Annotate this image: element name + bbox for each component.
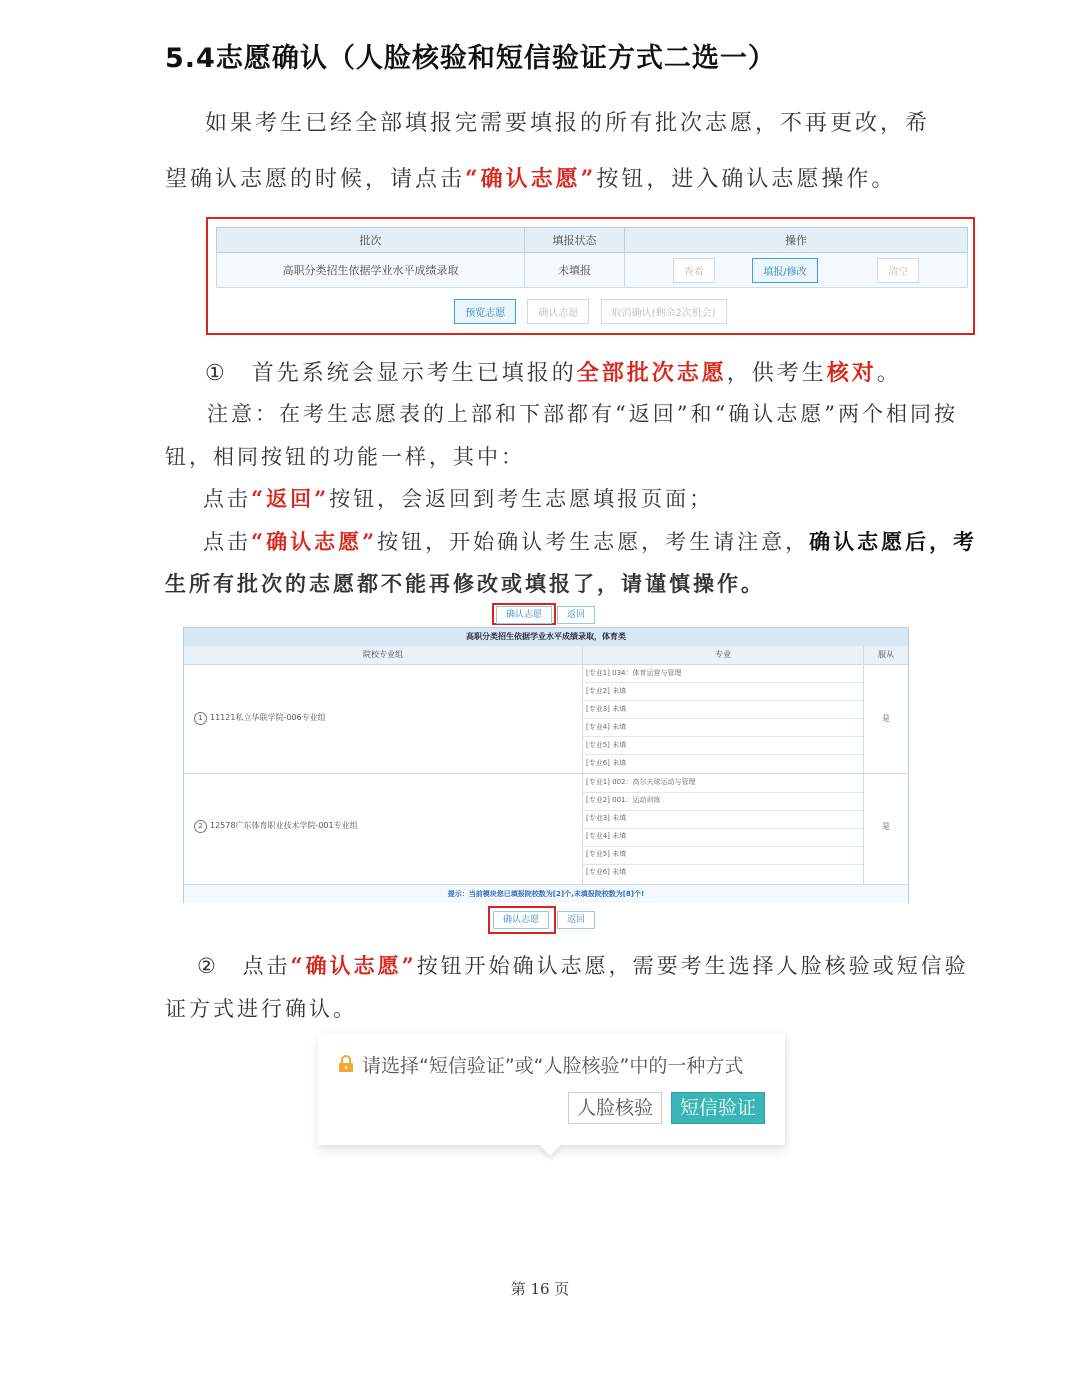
verification-message-text: 请选择“短信验证”或“人脸核验”中的一种方式 (362, 1055, 744, 1077)
verification-popover (318, 1033, 785, 1145)
group-1-obey: 是 (882, 714, 890, 723)
list-item: [专业4] 未填 (586, 832, 627, 840)
list-item: [专业2] 未填 (586, 687, 627, 695)
divider (583, 736, 863, 737)
step-1-check: 核对 (826, 360, 877, 386)
group-1-number: 1 (194, 712, 207, 725)
operation-cell (625, 253, 968, 288)
popover-caret (540, 1136, 560, 1156)
confirm-button-disabled[interactable]: 确认志愿 (527, 299, 589, 324)
confirm-emphasis: “确认志愿” (251, 529, 378, 554)
step-2-post: 按钮开始确认志愿，需要考生选择人脸核验或短信验 (416, 954, 969, 978)
clear-button[interactable]: 清空 (877, 258, 919, 283)
back-emphasis: “返回” (251, 486, 330, 511)
intro-text-post: 按钮，进入确认志愿操作。 (596, 167, 897, 192)
col-major-group: 院校专业组 (184, 646, 582, 665)
batch-table (216, 227, 968, 288)
lock-icon (338, 1055, 354, 1078)
list-item: [专业5] 未填 (586, 741, 627, 749)
list-item: [专业1] 002：高尔夫球运动与管理 (586, 778, 696, 786)
verification-message (338, 1051, 743, 1078)
divider (583, 754, 863, 755)
batch-name: 高职分类招生依据学业水平成绩录取 (217, 253, 525, 288)
batch-table-screenshot (206, 217, 975, 335)
top-back-button[interactable]: 返回 (557, 606, 595, 624)
view-button[interactable]: 查看 (673, 258, 715, 283)
tip-text: 提示：当前模块您已填报院校数为[2]个,未填报院校数为[8]个! (184, 884, 908, 903)
group-1-label: 11121私立华联学院-006专业组 (210, 713, 326, 722)
list-item: [专业5] 未填 (586, 850, 627, 858)
volunteer-table-screenshot (183, 603, 909, 933)
col-operation: 操作 (625, 228, 968, 253)
group-divider (184, 773, 908, 774)
step-1-number: ① (205, 361, 228, 386)
group-2-label: 12578广东体育职业技术学院-001专业组 (210, 821, 358, 830)
intro-line-1: 如果考生已经全部填报完需要填报的所有批次志愿，不再更改，希 (205, 111, 931, 136)
divider (583, 792, 863, 793)
step-2-confirm-emphasis: “确认志愿” (290, 953, 417, 978)
step-2-text (197, 950, 969, 980)
group-2-obey: 是 (882, 822, 890, 831)
col-obey: 服从 (864, 646, 908, 665)
col-major: 专业 (583, 646, 863, 665)
divider (583, 828, 863, 829)
col-batch: 批次 (217, 228, 525, 253)
section-title: 5.4志愿确认（人脸核验和短信验证方式二选一） (165, 43, 776, 74)
divider (583, 864, 863, 865)
list-item: [专业3] 未填 (586, 705, 627, 713)
sms-verify-button[interactable]: 短信验证 (671, 1092, 765, 1124)
list-item: [专业4] 未填 (586, 723, 627, 731)
preview-button[interactable]: 预览志愿 (454, 299, 516, 324)
divider (583, 718, 863, 719)
col-status: 填报状态 (525, 228, 625, 253)
divider (583, 700, 863, 701)
step-2-pre: 点击 (242, 954, 291, 978)
face-verify-button[interactable]: 人脸核验 (568, 1092, 662, 1124)
fill-edit-button[interactable]: 填报/修改 (752, 258, 817, 283)
group-1-name (194, 712, 326, 725)
note-line-1: 注意：在考生志愿表的上部和下部都有“返回”和“确认志愿”两个相同按 (207, 402, 958, 426)
confirm-line-1 (203, 526, 977, 556)
divider (863, 646, 864, 884)
step-1-text (205, 356, 902, 387)
batch-bottom-actions (208, 299, 973, 324)
bottom-back-button[interactable]: 返回 (557, 911, 595, 929)
list-item: [专业6] 未填 (586, 868, 627, 876)
confirm-warning-2: 生所有批次的志愿都不能再修改或填报了，请谨慎操作。 (165, 571, 765, 596)
confirm-pre: 点击 (203, 530, 251, 554)
intro-text-pre: 望确认志愿的时候，请点击 (165, 167, 466, 192)
step-2-number: ② (197, 954, 219, 978)
volunteer-table (183, 627, 909, 903)
divider (583, 682, 863, 683)
list-item: [专业3] 未填 (586, 814, 627, 822)
group-2-name (194, 820, 358, 833)
table-caption: 高职分类招生依据学业水平成绩录取，体育类 (184, 628, 908, 646)
step-1-pre: 首先系统会显示考生已填报的 (251, 361, 577, 386)
fill-status: 未填报 (525, 253, 625, 288)
page-number: 第 16 页 (510, 1280, 570, 1298)
list-item: [专业6] 未填 (586, 759, 627, 767)
list-item: [专业1] 034：体育运营与管理 (586, 669, 682, 677)
table-row (217, 253, 968, 288)
group-2-number: 2 (194, 820, 207, 833)
step-1-post: 。 (876, 361, 902, 386)
back-pre: 点击 (203, 487, 251, 511)
bottom-confirm-button[interactable]: 确认志愿 (493, 911, 549, 929)
back-line (203, 483, 713, 513)
step-1-all-batches: 全部批次志愿 (576, 360, 727, 386)
back-post: 按钮，会返回到考生志愿填报页面； (329, 487, 714, 511)
step-2-line-2: 证方式进行确认。 (165, 997, 357, 1021)
divider (583, 810, 863, 811)
confirm-mid: 按钮，开始确认考生志愿，考生请注意， (377, 530, 810, 554)
cancel-confirm-button[interactable]: 取消确认(剩余2次机会) (601, 299, 727, 324)
list-item: [专业2] 001：运动训练 (586, 796, 661, 804)
top-confirm-button[interactable]: 确认志愿 (496, 606, 552, 624)
divider (583, 846, 863, 847)
confirm-warning-1: 确认志愿后，考 (809, 529, 978, 554)
step-1-mid: ，供考生 (726, 361, 827, 386)
note-line-2: 钮，相同按钮的功能一样，其中： (165, 445, 525, 469)
intro-line-2 (165, 162, 896, 193)
intro-confirm-emphasis: “确认志愿” (465, 166, 597, 192)
